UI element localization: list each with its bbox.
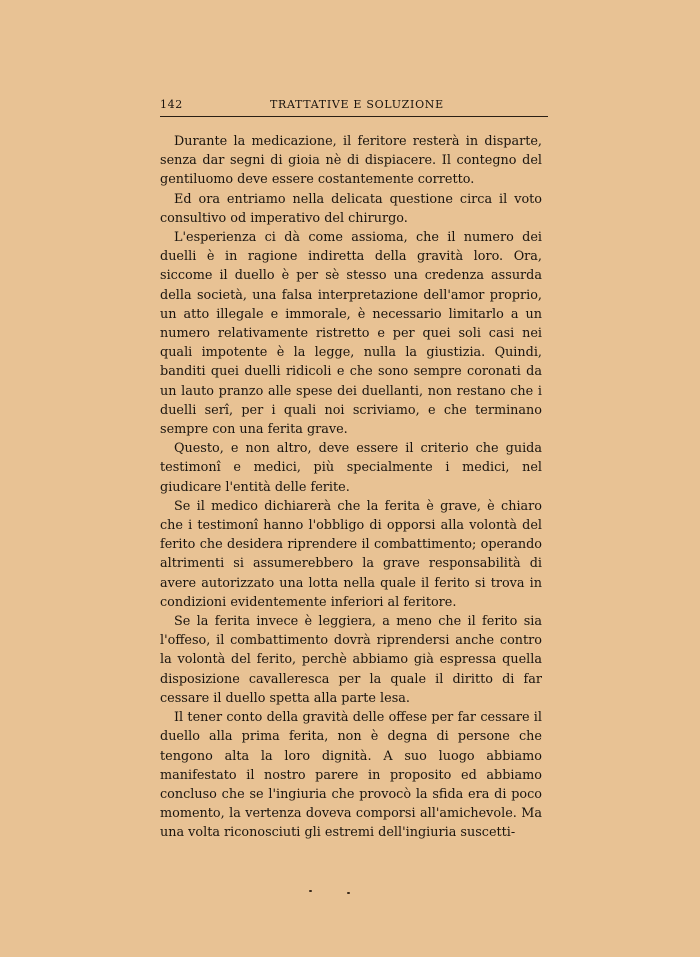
book-page <box>160 96 542 841</box>
paragraph: Il tener conto della gravità delle offese per far cessare il duello alla prima ferita, non è degna di persone che tengono alta la loro dignità. A suo luogo abbiamo manifestato il nostro parere in proposito ed abbiamo concluso che se l'ingiuria che provocò la sfida era di poco momento, la vertenza doveva comporsi all'amichevole. Ma una volta riconosciuti gli estremi dell'ingiuria suscetti- <box>160 710 542 841</box>
header-rule <box>160 116 548 117</box>
paragraph: L'esperienza ci dà come assioma, che il numero dei duelli è in ragione indiretta della gravità loro. Ora, siccome il duello è per sè stesso una credenza assurda della società, una falsa interpretazione dell'amor proprio, un atto illegale e immorale, è necessario limitarlo a un numero relativamente ristretto e per quei soli casi nei quali impotente è la legge, nulla la giustizia. Quindi, banditi quei duelli ridicoli e che sono sempre coronati da un lauto pranzo alle spese dei duellanti, non restano che i duelli serî, per i quali noi scriviamo, e che terminano sempre con una ferita grave. <box>160 230 542 438</box>
body-text <box>160 132 542 843</box>
ink-speck <box>309 890 312 892</box>
paragraph: Se il medico dichiarerà che la ferita è grave, è chiaro che i testimonî hanno l'obbligo di opporsi alla volontà del ferito che desidera riprendere il combattimento; operando altrimenti si assumerebbero la grave responsabilità di avere autorizzato una lotta nella quale il ferito si trova in condizioni evidentemente inferiori al feritore. <box>160 498 542 610</box>
print-specks <box>303 886 363 896</box>
paragraph: Durante la medicazione, il feritore resterà in disparte, senza dar segni di gioia nè di dispiacere. Il contegno del gentiluomo deve essere costantemente corretto. <box>160 134 542 188</box>
paragraph: Se la ferita invece è leggiera, a meno che il ferito sia l'offeso, il combattimento dovrà riprendersi anche contro la volontà del ferito, perchè abbiamo già espressa quella disposizione cavalleresca per la quale il diritto di far cessare il duello spetta alla parte lesa. <box>160 614 542 706</box>
ink-speck <box>347 892 350 894</box>
chapter-title: TRATTATIVE E SOLUZIONE <box>270 98 444 111</box>
running-head <box>160 96 542 114</box>
page-number: 142 <box>160 98 183 111</box>
paragraph: Questo, e non altro, deve essere il criterio che guida testimonî e medici, più specialmente i medici, nel giudicare l'entità delle ferite. <box>160 441 542 495</box>
paragraph: Ed ora entriamo nella delicata questione circa il voto consultivo od imperativo del chirurgo. <box>160 191 542 226</box>
